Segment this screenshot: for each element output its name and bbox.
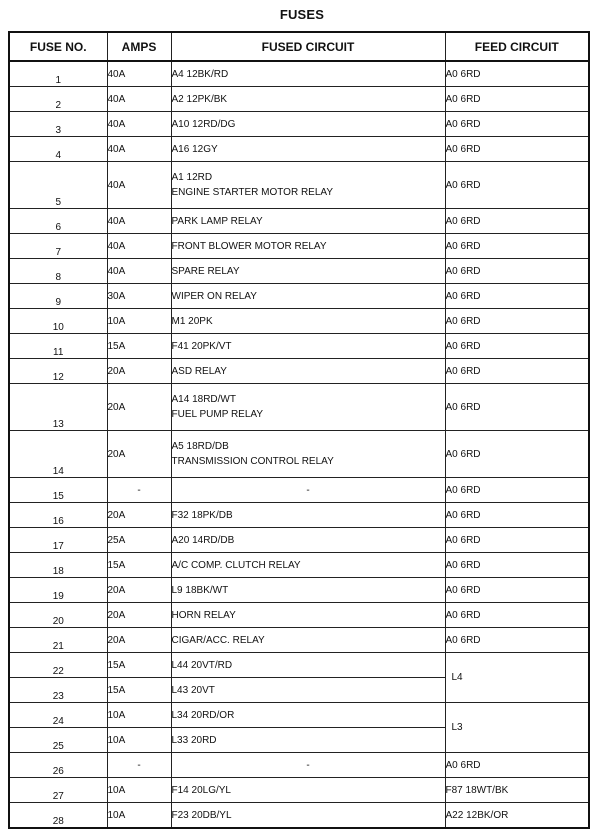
- fuse-amps: 10A: [107, 703, 171, 728]
- fuse-amps: -: [107, 478, 171, 503]
- fused-circuit: [171, 553, 445, 578]
- fused-circuit-line: M1 20PK: [171, 315, 213, 327]
- fuse-number: 5: [9, 162, 107, 209]
- header-amps: AMPS: [107, 32, 171, 61]
- header-fuse-no: FUSE NO.: [9, 32, 107, 61]
- table-row: [9, 753, 589, 778]
- fused-circuit: [171, 334, 445, 359]
- feed-circuit: A0 6RD: [445, 334, 589, 359]
- fuse-number: 11: [9, 334, 107, 359]
- fuse-number: 3: [9, 112, 107, 137]
- feed-circuit: A22 12BK/OR: [445, 803, 589, 829]
- fused-circuit: [171, 61, 445, 87]
- fuse-amps: 20A: [107, 384, 171, 431]
- fuse-number: 28: [9, 803, 107, 829]
- fuse-amps: 10A: [107, 309, 171, 334]
- fused-circuit-line: F14 20LG/YL: [171, 784, 231, 796]
- header-fused-circuit: FUSED CIRCUIT: [171, 32, 445, 61]
- fused-circuit-line: A14 18RD/WT: [171, 394, 236, 405]
- fused-circuit-line: F23 20DB/YL: [171, 809, 232, 821]
- fuse-amps: 20A: [107, 359, 171, 384]
- fuse-amps: 25A: [107, 528, 171, 553]
- fused-circuit: [171, 803, 445, 829]
- fuse-number: 2: [9, 87, 107, 112]
- table-row: [9, 778, 589, 803]
- table-row: [9, 703, 589, 728]
- fused-circuit: [171, 284, 445, 309]
- fuse-number: 13: [9, 384, 107, 431]
- fuse-amps: 20A: [107, 578, 171, 603]
- fuse-amps: 40A: [107, 209, 171, 234]
- fused-circuit-line: A20 14RD/DB: [171, 534, 235, 546]
- fused-circuit: [171, 359, 445, 384]
- fused-circuit-line: A2 12PK/BK: [171, 93, 228, 105]
- fused-circuit-line: TRANSMISSION CONTROL RELAY: [171, 456, 334, 467]
- feed-circuit: A0 6RD: [445, 112, 589, 137]
- fuse-amps: 40A: [107, 137, 171, 162]
- table-row: [9, 112, 589, 137]
- feed-circuit: L4: [445, 653, 589, 703]
- fused-circuit-line: ASD RELAY: [171, 365, 227, 377]
- fuse-number: 20: [9, 603, 107, 628]
- fused-circuit-line: FUEL PUMP RELAY: [171, 409, 264, 420]
- fused-circuit-line: SPARE RELAY: [171, 265, 240, 277]
- fused-circuit: [171, 309, 445, 334]
- table-row: [9, 553, 589, 578]
- feed-circuit: L3: [445, 703, 589, 753]
- fuse-number: 9: [9, 284, 107, 309]
- fuse-amps: 20A: [107, 628, 171, 653]
- feed-circuit: A0 6RD: [445, 553, 589, 578]
- table-row: [9, 603, 589, 628]
- fused-circuit: [171, 259, 445, 284]
- table-row: [9, 528, 589, 553]
- fuse-amps: 20A: [107, 503, 171, 528]
- page-title: FUSES: [279, 7, 325, 22]
- feed-circuit: A0 6RD: [445, 753, 589, 778]
- table-row: [9, 803, 589, 829]
- fuse-number: 10: [9, 309, 107, 334]
- fused-circuit-line: A/C COMP. CLUTCH RELAY: [171, 559, 301, 571]
- fuse-number: 15: [9, 478, 107, 503]
- fuse-number: 18: [9, 553, 107, 578]
- fuse-number: 17: [9, 528, 107, 553]
- header-feed-circuit: FEED CIRCUIT: [445, 32, 589, 61]
- feed-circuit: A0 6RD: [445, 162, 589, 209]
- fused-circuit: [171, 234, 445, 259]
- feed-circuit: A0 6RD: [445, 309, 589, 334]
- fused-circuit-line: F32 18PK/DB: [171, 509, 233, 521]
- fuse-number: 22: [9, 653, 107, 678]
- fused-circuit-line: A10 12RD/DG: [171, 118, 236, 130]
- fuse-number: 16: [9, 503, 107, 528]
- fused-circuit-line: L44 20VT/RD: [171, 659, 233, 671]
- fuse-number: 21: [9, 628, 107, 653]
- table-row: [9, 309, 589, 334]
- feed-circuit: A0 6RD: [445, 431, 589, 478]
- fuse-amps: -: [107, 753, 171, 778]
- fused-circuit: [171, 603, 445, 628]
- table-row: [9, 478, 589, 503]
- fused-circuit-line: HORN RELAY: [171, 609, 236, 621]
- fuse-number: 14: [9, 431, 107, 478]
- table-row: [9, 162, 589, 209]
- header-row: [9, 32, 589, 61]
- fused-circuit: [171, 753, 445, 778]
- table-row: [9, 578, 589, 603]
- fused-circuit: [171, 431, 445, 478]
- fused-circuit-line: CIGAR/ACC. RELAY: [171, 634, 265, 646]
- fuse-amps: 40A: [107, 162, 171, 209]
- feed-circuit: A0 6RD: [445, 603, 589, 628]
- fused-circuit: [171, 87, 445, 112]
- fuse-amps: 40A: [107, 234, 171, 259]
- fuse-table-body: [9, 61, 589, 828]
- fused-circuit-line: A1 12RD: [171, 172, 213, 183]
- feed-circuit: A0 6RD: [445, 234, 589, 259]
- feed-circuit: A0 6RD: [445, 209, 589, 234]
- fused-circuit: [171, 778, 445, 803]
- fused-circuit: [171, 528, 445, 553]
- fused-circuit: [171, 728, 445, 753]
- feed-circuit: A0 6RD: [445, 528, 589, 553]
- fuse-amps: 40A: [107, 259, 171, 284]
- fused-circuit: [171, 384, 445, 431]
- feed-circuit: F87 18WT/BK: [445, 778, 589, 803]
- table-row: [9, 209, 589, 234]
- fused-circuit-line: F41 20PK/VT: [171, 340, 232, 352]
- feed-circuit: A0 6RD: [445, 503, 589, 528]
- fuse-table: [8, 31, 590, 829]
- fuse-number: 8: [9, 259, 107, 284]
- fused-circuit: [171, 162, 445, 209]
- feed-circuit: A0 6RD: [445, 284, 589, 309]
- table-row: [9, 653, 589, 678]
- fused-circuit: [171, 678, 445, 703]
- feed-circuit: A0 6RD: [445, 478, 589, 503]
- fused-circuit: [171, 653, 445, 678]
- fused-circuit: [171, 503, 445, 528]
- table-row: [9, 234, 589, 259]
- fused-circuit-line: L34 20RD/OR: [171, 709, 235, 721]
- fuse-amps: 15A: [107, 553, 171, 578]
- fuse-number: 6: [9, 209, 107, 234]
- feed-circuit: A0 6RD: [445, 359, 589, 384]
- fuse-amps: 10A: [107, 803, 171, 829]
- fused-circuit-line: L9 18BK/WT: [171, 584, 229, 596]
- fuse-amps: 15A: [107, 334, 171, 359]
- fused-circuit-line: A5 18RD/DB: [171, 441, 229, 452]
- fused-circuit-line: PARK LAMP RELAY: [171, 215, 263, 227]
- fuse-amps: 30A: [107, 284, 171, 309]
- fuse-number: 4: [9, 137, 107, 162]
- table-row: [9, 334, 589, 359]
- fuse-number: 25: [9, 728, 107, 753]
- feed-circuit: A0 6RD: [445, 384, 589, 431]
- fused-circuit-line: WIPER ON RELAY: [171, 290, 257, 302]
- fuse-amps: 40A: [107, 61, 171, 87]
- fused-circuit: [171, 209, 445, 234]
- feed-circuit: A0 6RD: [445, 61, 589, 87]
- fuse-number: 1: [9, 61, 107, 87]
- table-row: [9, 87, 589, 112]
- feed-circuit: A0 6RD: [445, 137, 589, 162]
- fuse-number: 24: [9, 703, 107, 728]
- fused-circuit: [171, 578, 445, 603]
- fused-circuit-line: ENGINE STARTER MOTOR RELAY: [171, 187, 334, 198]
- table-row: [9, 503, 589, 528]
- fused-circuit-line: A16 12GY: [171, 143, 218, 155]
- fuse-amps: 40A: [107, 87, 171, 112]
- fused-circuit: [171, 478, 445, 503]
- fused-circuit-line: L33 20RD: [171, 734, 217, 746]
- fused-circuit: [171, 112, 445, 137]
- fused-circuit-line: L43 20VT: [171, 684, 215, 696]
- table-row: [9, 137, 589, 162]
- fuse-number: 27: [9, 778, 107, 803]
- feed-circuit: A0 6RD: [445, 259, 589, 284]
- fused-circuit: [171, 628, 445, 653]
- fuse-amps: 10A: [107, 728, 171, 753]
- table-row: [9, 61, 589, 87]
- fuse-number: 23: [9, 678, 107, 703]
- fuse-number: 26: [9, 753, 107, 778]
- fuse-amps: 20A: [107, 603, 171, 628]
- table-row: [9, 628, 589, 653]
- fused-circuit-line: -: [306, 759, 310, 771]
- feed-circuit: A0 6RD: [445, 87, 589, 112]
- fused-circuit: [171, 137, 445, 162]
- table-row: [9, 259, 589, 284]
- fuse-number: 7: [9, 234, 107, 259]
- feed-circuit: A0 6RD: [445, 578, 589, 603]
- fused-circuit-line: -: [306, 484, 310, 496]
- feed-circuit: A0 6RD: [445, 628, 589, 653]
- fuse-amps: 20A: [107, 431, 171, 478]
- table-row: [9, 384, 589, 431]
- fused-circuit-line: FRONT BLOWER MOTOR RELAY: [171, 240, 327, 252]
- table-row: [9, 431, 589, 478]
- table-row: [9, 359, 589, 384]
- fused-circuit-line: A4 12BK/RD: [171, 68, 229, 80]
- fused-circuit: [171, 703, 445, 728]
- fuse-amps: 40A: [107, 112, 171, 137]
- fuse-amps: 15A: [107, 678, 171, 703]
- table-row: [9, 284, 589, 309]
- fuse-amps: 10A: [107, 778, 171, 803]
- fuse-number: 19: [9, 578, 107, 603]
- fuse-number: 12: [9, 359, 107, 384]
- fuse-amps: 15A: [107, 653, 171, 678]
